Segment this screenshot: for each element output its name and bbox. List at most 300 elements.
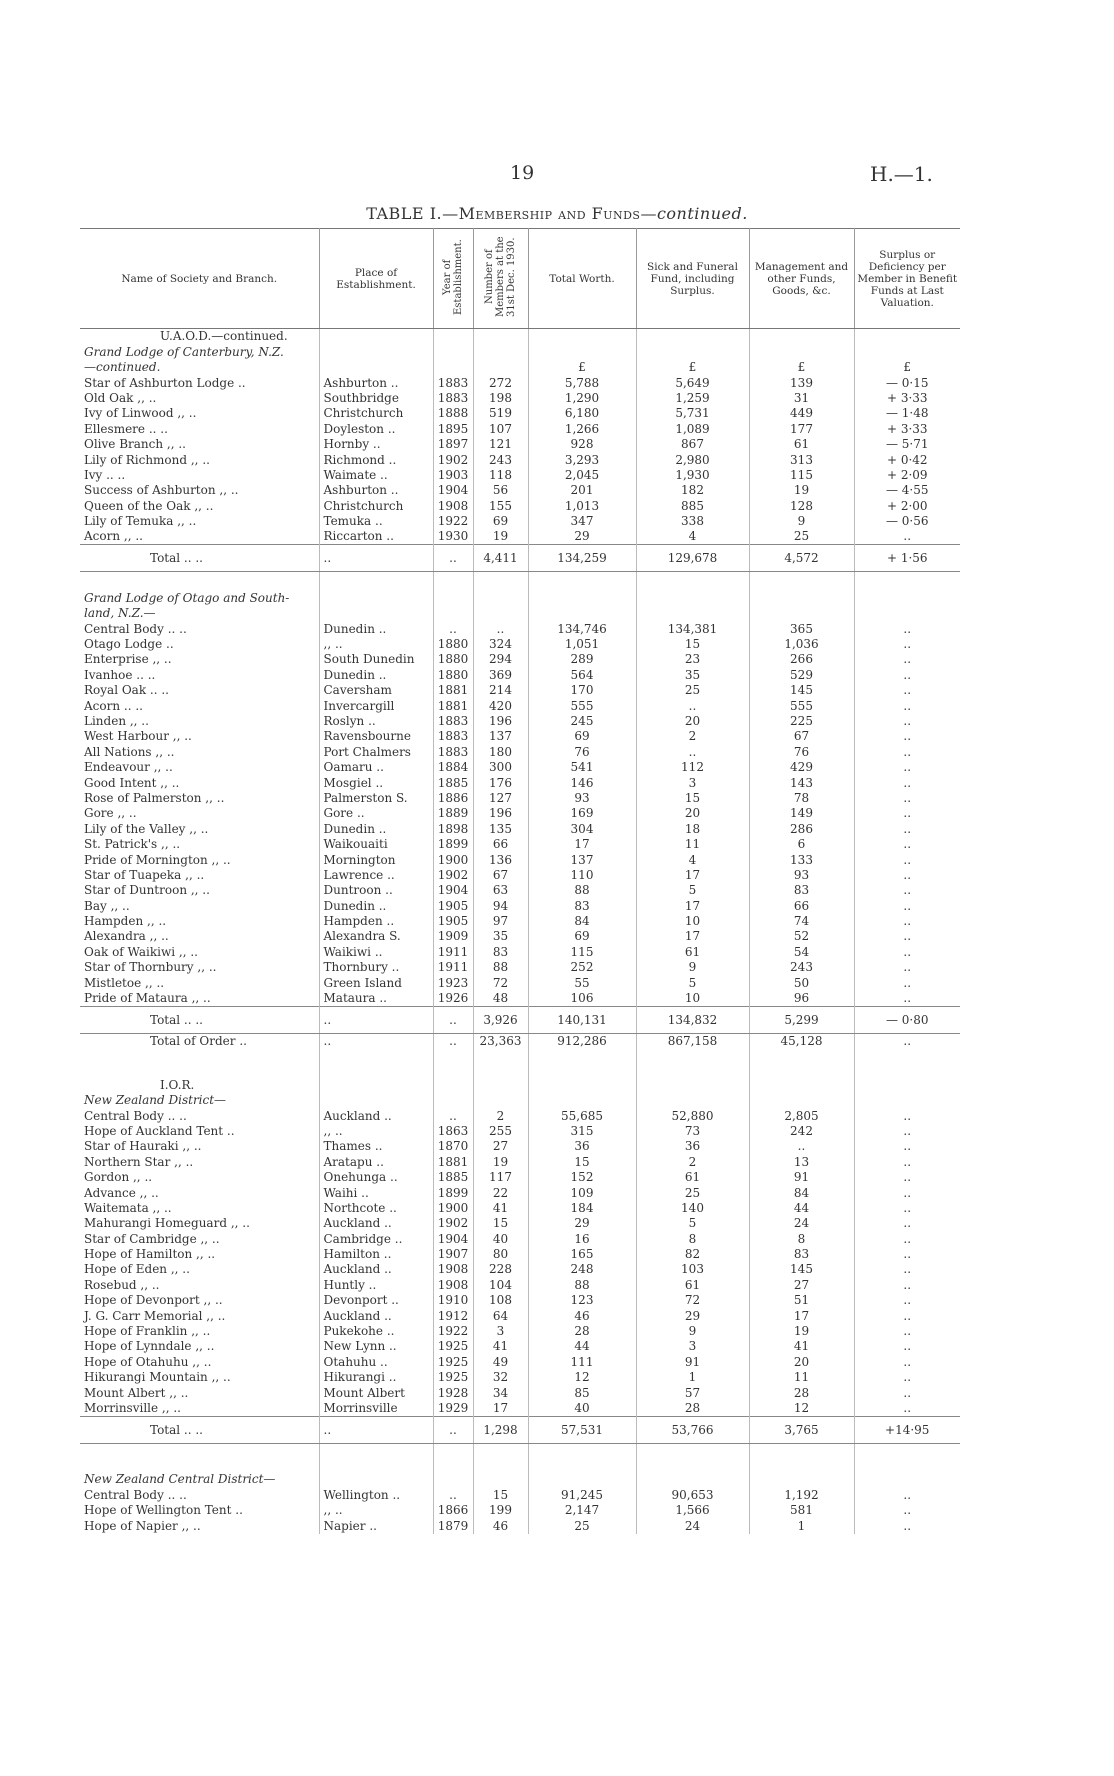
cell-name: Advance ,, ..: [80, 1185, 319, 1200]
cell-year: 1883: [433, 391, 473, 406]
cell-year: 1922: [433, 1324, 473, 1339]
table-row-data: [80, 1324, 960, 1339]
cell-members: 83: [473, 944, 528, 959]
cell-name: Hope of Auckland Tent ..: [80, 1124, 319, 1139]
table-row-data: [80, 852, 960, 867]
cell-year: 1912: [433, 1308, 473, 1323]
cell-management: 243: [749, 960, 854, 975]
table-row-data: [80, 452, 960, 467]
cell-name: Lily of Richmond ,, ..: [80, 452, 319, 467]
cell-management: 20: [749, 1354, 854, 1369]
cell-place: Mosgiel ..: [319, 775, 433, 790]
cell-total-worth: 541: [528, 760, 636, 775]
cell-year: 1886: [433, 791, 473, 806]
cell-members: 3,926: [473, 1007, 528, 1034]
cell-year: 1899: [433, 1185, 473, 1200]
cell-management: 149: [749, 806, 854, 821]
cell-name: Ivy of Linwood ,, ..: [80, 406, 319, 421]
cell-name: Success of Ashburton ,, ..: [80, 483, 319, 498]
table-row-italic: [80, 606, 960, 621]
cell-members: 228: [473, 1262, 528, 1277]
cell-year: [433, 1444, 473, 1473]
cell-sick-fund: 61: [636, 944, 749, 959]
cell-sick-fund: 20: [636, 806, 749, 821]
cell-management: 41: [749, 1339, 854, 1354]
cell-surplus: ..: [903, 1354, 912, 1369]
cell-total-worth: 84: [528, 914, 636, 929]
cell-members: 104: [473, 1277, 528, 1292]
cell-members: 41: [473, 1339, 528, 1354]
cell-members: 34: [473, 1385, 528, 1400]
cell-year: 1905: [433, 898, 473, 913]
page-reference: H.—1.: [870, 162, 933, 186]
table-row-data: [80, 914, 960, 929]
cell-sick-fund: [636, 606, 749, 621]
cell-name: Pride of Mataura ,, ..: [80, 991, 319, 1007]
cell-members: 72: [473, 975, 528, 990]
cell-place: [319, 572, 433, 591]
table-row-data: [80, 375, 960, 390]
cell-name: Old Oak ,, ..: [80, 391, 319, 406]
table-row-data: [80, 1385, 960, 1400]
cell-members: 19: [473, 1154, 528, 1169]
cell-total-worth: 109: [528, 1185, 636, 1200]
table-row-data: [80, 775, 960, 790]
cell-sick-fund: [636, 1093, 749, 1108]
cell-total-worth: [528, 1093, 636, 1108]
table-row-data: [80, 406, 960, 421]
cell-management: 1,036: [749, 637, 854, 652]
cell-management: 145: [749, 1262, 854, 1277]
cell-members: 49: [473, 1354, 528, 1369]
cell-surplus: ..: [903, 1123, 912, 1138]
cell-sick-fund: 17: [636, 868, 749, 883]
cell-members: 97: [473, 914, 528, 929]
cell-sick-fund: [636, 1472, 749, 1487]
title-main: Membership and Funds: [458, 204, 641, 223]
cell-year: 1905: [433, 914, 473, 929]
header-year-label: Year of Establishment.: [442, 239, 464, 315]
cell-name: New Zealand District—: [80, 1093, 319, 1108]
cell-name: Rosebud ,, ..: [80, 1277, 319, 1292]
cell-year: 1929: [433, 1401, 473, 1417]
cell-surplus: ..: [903, 1487, 912, 1502]
cell-members: 196: [473, 714, 528, 729]
cell-members: [473, 606, 528, 621]
cell-management: 27: [749, 1277, 854, 1292]
table-row-data: [80, 991, 960, 1007]
cell-year: 1923: [433, 975, 473, 990]
cell-sick-fund: £: [636, 360, 749, 375]
cell-management: 145: [749, 683, 854, 698]
cell-year: [433, 360, 473, 375]
cell-place: Dunedin ..: [319, 621, 433, 636]
cell-total-worth: 928: [528, 437, 636, 452]
cell-year: [433, 344, 473, 359]
cell-management: 93: [749, 868, 854, 883]
cell-sick-fund: 17: [636, 898, 749, 913]
cell-members: 198: [473, 391, 528, 406]
cell-place: Caversham: [319, 683, 433, 698]
cell-name: Ellesmere .. ..: [80, 421, 319, 436]
cell-place: Otahuhu ..: [319, 1354, 433, 1369]
cell-management: 28: [749, 1385, 854, 1400]
cell-members: [473, 329, 528, 345]
cell-year: 1908: [433, 498, 473, 513]
cell-surplus: — 5·71: [885, 437, 929, 452]
cell-year: 1883: [433, 714, 473, 729]
cell-members: 15: [473, 1216, 528, 1231]
cell-sick-fund: 57: [636, 1385, 749, 1400]
cell-management: 242: [749, 1124, 854, 1139]
cell-place: South Dunedin: [319, 652, 433, 667]
cell-sick-fund: 140: [636, 1201, 749, 1216]
cell-year: 1909: [433, 929, 473, 944]
cell-sick-fund: 52,880: [636, 1108, 749, 1123]
cell-members: 180: [473, 744, 528, 759]
cell-name: Hope of Devonport ,, ..: [80, 1293, 319, 1308]
table-row-data: [80, 1108, 960, 1123]
cell-sick-fund: 4: [636, 852, 749, 867]
cell-management: [749, 1472, 854, 1487]
cell-management: 91: [749, 1170, 854, 1185]
table-row-total: [80, 545, 960, 572]
cell-sick-fund: 25: [636, 1185, 749, 1200]
cell-name: Star of Tuapeka ,, ..: [80, 868, 319, 883]
cell-management: 12: [749, 1401, 854, 1417]
cell-name: Oak of Waikiwi ,, ..: [80, 944, 319, 959]
cell-name: Acorn ,, ..: [80, 529, 319, 545]
cell-name: Gordon ,, ..: [80, 1170, 319, 1185]
cell-place: Waikouaiti: [319, 837, 433, 852]
cell-management: 61: [749, 437, 854, 452]
cell-name: Hope of Hamilton ,, ..: [80, 1247, 319, 1262]
cell-management: [749, 344, 854, 359]
cell-year: 1903: [433, 468, 473, 483]
table-row-data: [80, 637, 960, 652]
cell-name: Total of Order ..: [80, 1034, 319, 1050]
header-name: Name of Society and Branch.: [80, 229, 319, 329]
cell-name: Bay ,, ..: [80, 898, 319, 913]
cell-surplus: ..: [903, 1154, 912, 1169]
table-row-data: [80, 1262, 960, 1277]
table-row-data: [80, 929, 960, 944]
cell-place: Lawrence ..: [319, 868, 433, 883]
cell-total-worth: 16: [528, 1231, 636, 1246]
cell-members: 27: [473, 1139, 528, 1154]
cell-total-worth: 315: [528, 1124, 636, 1139]
cell-sick-fund: 1: [636, 1370, 749, 1385]
cell-management: 44: [749, 1201, 854, 1216]
cell-place: Duntroon ..: [319, 883, 433, 898]
cell-members: [473, 360, 528, 375]
cell-name: Olive Branch ,, ..: [80, 437, 319, 452]
cell-surplus: ..: [903, 621, 912, 636]
cell-place: Thames ..: [319, 1139, 433, 1154]
cell-surplus: [854, 344, 960, 359]
cell-year: 1888: [433, 406, 473, 421]
cell-sick-fund: 112: [636, 760, 749, 775]
cell-management: 74: [749, 914, 854, 929]
cell-management: 1: [749, 1518, 854, 1533]
cell-total-worth: [528, 329, 636, 345]
header-place: Place of Establishment.: [319, 229, 433, 329]
cell-management: 266: [749, 652, 854, 667]
table-row-total: [80, 1007, 960, 1034]
cell-members: [473, 344, 528, 359]
table-row-data: [80, 944, 960, 959]
cell-year: 1881: [433, 698, 473, 713]
cell-place: Waimate ..: [319, 468, 433, 483]
cell-management: [749, 590, 854, 605]
cell-place: Napier ..: [319, 1518, 433, 1533]
cell-place: New Lynn ..: [319, 1339, 433, 1354]
table-row-data: [80, 729, 960, 744]
table-row-data: [80, 483, 960, 498]
cell-total-worth: 40: [528, 1401, 636, 1417]
cell-total-worth: 3,293: [528, 452, 636, 467]
cell-members: 420: [473, 698, 528, 713]
cell-place: Temuka ..: [319, 514, 433, 529]
cell-place: [319, 606, 433, 621]
cell-year: [433, 1077, 473, 1092]
table-row-gap2: [80, 1444, 960, 1473]
header-members: [473, 229, 528, 329]
table-row-data: [80, 529, 960, 545]
cell-sick-fund: 1,566: [636, 1503, 749, 1518]
cell-sick-fund: 15: [636, 791, 749, 806]
cell-total-worth: 88: [528, 1277, 636, 1292]
cell-sick-fund: 73: [636, 1124, 749, 1139]
cell-surplus: +14·95: [854, 1417, 960, 1444]
cell-name: [80, 1049, 319, 1077]
cell-members: [473, 1049, 528, 1077]
cell-place: Mataura ..: [319, 991, 433, 1007]
header-total-worth: Total Worth.: [528, 229, 636, 329]
cell-place: [319, 1049, 433, 1077]
header-members-label: Number of Members at the 31st Dec. 1930.: [484, 236, 517, 318]
cell-total-worth: 36: [528, 1139, 636, 1154]
cell-members: 136: [473, 852, 528, 867]
cell-name: Star of Duntroon ,, ..: [80, 883, 319, 898]
cell-total-worth: [528, 1077, 636, 1092]
cell-total-worth: 46: [528, 1308, 636, 1323]
cell-management: 8: [749, 1231, 854, 1246]
cell-year: 1925: [433, 1370, 473, 1385]
cell-members: 41: [473, 1201, 528, 1216]
cell-sick-fund: 18: [636, 821, 749, 836]
cell-members: 369: [473, 667, 528, 682]
cell-sick-fund: 134,381: [636, 621, 749, 636]
cell-place: Mornington: [319, 852, 433, 867]
cell-place: Morrinsville: [319, 1401, 433, 1417]
cell-members: 137: [473, 729, 528, 744]
cell-members: 19: [473, 529, 528, 545]
cell-name: Queen of the Oak ,, ..: [80, 498, 319, 513]
cell-sick-fund: 9: [636, 960, 749, 975]
cell-surplus: ..: [903, 991, 912, 1006]
table-row-data: [80, 421, 960, 436]
cell-year: 1885: [433, 775, 473, 790]
cell-total-worth: 57,531: [528, 1417, 636, 1444]
cell-total-worth: 1,266: [528, 421, 636, 436]
cell-total-worth: 29: [528, 529, 636, 545]
cell-surplus: ..: [903, 852, 912, 867]
cell-members: 40: [473, 1231, 528, 1246]
cell-name: Lily of Temuka ,, ..: [80, 514, 319, 529]
table-row-data: [80, 468, 960, 483]
cell-management: 45,128: [749, 1034, 854, 1050]
cell-year: 1883: [433, 375, 473, 390]
cell-place: Auckland ..: [319, 1216, 433, 1231]
cell-total-worth: 184: [528, 1201, 636, 1216]
cell-name: Grand Lodge of Otago and South-: [80, 590, 319, 605]
cell-sick-fund: 5,731: [636, 406, 749, 421]
cell-surplus: ..: [903, 821, 912, 836]
table-row-data: [80, 975, 960, 990]
cell-total-worth: [528, 590, 636, 605]
table-row-data: [80, 898, 960, 913]
cell-year: 1900: [433, 1201, 473, 1216]
cell-surplus: ..: [903, 1216, 912, 1231]
cell-name: Total .. ..: [80, 1417, 319, 1444]
cell-year: ..: [433, 1487, 473, 1502]
cell-year: [433, 590, 473, 605]
cell-total-worth: 83: [528, 898, 636, 913]
cell-name: Hope of Napier ,, ..: [80, 1518, 319, 1533]
cell-sick-fund: 8: [636, 1231, 749, 1246]
cell-surplus: ..: [903, 729, 912, 744]
cell-name: Mount Albert ,, ..: [80, 1385, 319, 1400]
cell-place: ..: [319, 1034, 433, 1050]
cell-year: [433, 329, 473, 345]
cell-year: 1911: [433, 944, 473, 959]
cell-name: land, N.Z.—: [80, 606, 319, 621]
cell-total-worth: 152: [528, 1170, 636, 1185]
cell-name: Alexandra ,, ..: [80, 929, 319, 944]
cell-place: Onehunga ..: [319, 1170, 433, 1185]
cell-year: 1930: [433, 529, 473, 545]
table-row-data: [80, 1231, 960, 1246]
cell-place: [319, 1077, 433, 1092]
cell-place: Northcote ..: [319, 1201, 433, 1216]
cell-management: 143: [749, 775, 854, 790]
cell-sick-fund: 5,649: [636, 375, 749, 390]
cell-name: Hikurangi Mountain ,, ..: [80, 1370, 319, 1385]
cell-management: 96: [749, 991, 854, 1007]
cell-total-worth: [528, 572, 636, 591]
cell-year: [433, 606, 473, 621]
table-row-gap: [80, 572, 960, 591]
table-row-data: [80, 1247, 960, 1262]
cell-management: 66: [749, 898, 854, 913]
cell-sick-fund: 20: [636, 714, 749, 729]
cell-surplus: [854, 329, 960, 345]
cell-name: Waitemata ,, ..: [80, 1201, 319, 1216]
table-header-row: [80, 229, 960, 329]
cell-sick-fund: 28: [636, 1401, 749, 1417]
cell-place: Cambridge ..: [319, 1231, 433, 1246]
cell-name: Ivanhoe .. ..: [80, 667, 319, 682]
cell-year: 1863: [433, 1124, 473, 1139]
cell-members: 23,363: [473, 1034, 528, 1050]
cell-name: Total .. ..: [80, 545, 319, 572]
cell-total-worth: 140,131: [528, 1007, 636, 1034]
cell-surplus: ..: [903, 1518, 912, 1533]
cell-year: 1902: [433, 868, 473, 883]
cell-year: 1897: [433, 437, 473, 452]
cell-year: 1922: [433, 514, 473, 529]
cell-management: 555: [749, 698, 854, 713]
cell-place: [319, 590, 433, 605]
cell-total-worth: 134,259: [528, 545, 636, 572]
table-title: [0, 204, 1114, 223]
cell-year: 1902: [433, 452, 473, 467]
cell-management: 365: [749, 621, 854, 636]
cell-total-worth: 2,045: [528, 468, 636, 483]
cell-surplus: + 3·33: [886, 390, 928, 405]
cell-management: 128: [749, 498, 854, 513]
cell-members: 300: [473, 760, 528, 775]
cell-surplus: [854, 590, 960, 605]
cell-members: 56: [473, 483, 528, 498]
cell-surplus: ..: [903, 806, 912, 821]
cell-management: [749, 1049, 854, 1077]
cell-name: Grand Lodge of Canterbury, N.Z.: [80, 344, 319, 359]
cell-place: Dunedin ..: [319, 898, 433, 913]
table-row-data: [80, 498, 960, 513]
cell-sick-fund: 11: [636, 837, 749, 852]
cell-year: [433, 572, 473, 591]
cell-name: Acorn .. ..: [80, 698, 319, 713]
cell-name: Morrinsville ,, ..: [80, 1401, 319, 1417]
cell-name: —continued.: [80, 360, 319, 375]
cell-total-worth: 2,147: [528, 1503, 636, 1518]
cell-sick-fund: 5: [636, 1216, 749, 1231]
cell-place: Ashburton ..: [319, 375, 433, 390]
cell-name: Star of Thornbury ,, ..: [80, 960, 319, 975]
cell-name: I.O.R.: [80, 1077, 319, 1092]
table-row-data: [80, 652, 960, 667]
cell-total-worth: 5,788: [528, 375, 636, 390]
cell-management: 54: [749, 944, 854, 959]
cell-place: ..: [319, 1417, 433, 1444]
cell-surplus: — 0·56: [885, 514, 929, 529]
cell-total-worth: [528, 1444, 636, 1473]
cell-surplus: [854, 1093, 960, 1108]
table-row-data: [80, 1487, 960, 1502]
cell-place: [319, 1472, 433, 1487]
cell-sick-fund: 72: [636, 1293, 749, 1308]
table-row-data: [80, 1354, 960, 1369]
cell-name: Hope of Wellington Tent ..: [80, 1503, 319, 1518]
cell-surplus: ..: [903, 637, 912, 652]
cell-surplus: ..: [903, 975, 912, 990]
cell-management: 115: [749, 468, 854, 483]
cell-members: 32: [473, 1370, 528, 1385]
cell-management: 133: [749, 852, 854, 867]
table-row-gap2: [80, 1049, 960, 1077]
cell-members: [473, 1093, 528, 1108]
cell-management: 225: [749, 714, 854, 729]
cell-sick-fund: 10: [636, 914, 749, 929]
cell-place: ,, ..: [319, 1503, 433, 1518]
table-row-data: [80, 1277, 960, 1292]
cell-name: [80, 572, 319, 591]
cell-total-worth: 12: [528, 1370, 636, 1385]
cell-management: 51: [749, 1293, 854, 1308]
cell-sick-fund: 1,930: [636, 468, 749, 483]
